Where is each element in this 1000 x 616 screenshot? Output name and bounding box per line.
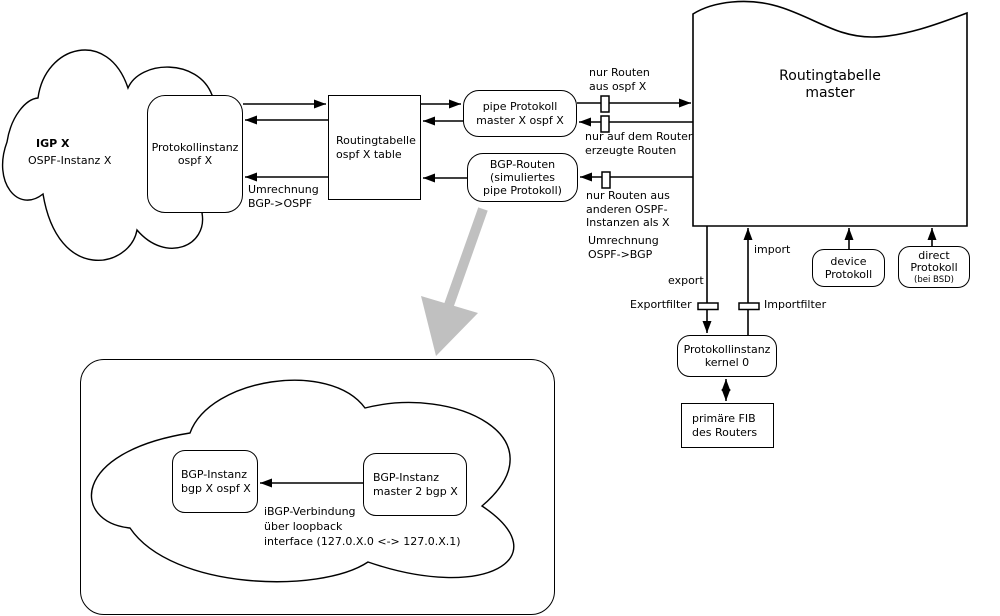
as-boundary-box [80,359,555,615]
filter-import [739,303,759,310]
box-line: Protokoll [824,268,873,281]
gray-highlight-arrow-shaft [449,209,483,305]
box-line: Protokollinstanz [151,140,239,154]
filter-export [698,303,718,310]
label-line: nur Routen [589,66,650,79]
label-line: anderen OSPF- [586,202,668,216]
box-bgp-routen [467,153,578,202]
box-line: des Routers [692,425,758,439]
label-line: aus ospf X [589,79,647,93]
label-ibgp-verbindung [264,504,461,549]
title-line: Routingtabelle [779,68,881,84]
label-umrechnung-bgp-ospf [248,183,319,210]
box-line: device [830,254,867,268]
box-line-small: (bei BSD) [914,274,954,285]
filter-other-ospf [602,172,610,188]
label-nur-auf-dem-router [585,130,692,157]
box-line: Routingtabelle [336,134,416,147]
master-table-shape [693,1,967,226]
box-primaere-fib [681,403,774,448]
box-line: ospf X [177,154,213,167]
box-routingtabelle-ospf [328,95,421,200]
label-nur-routen-aus-ospf [589,66,650,93]
box-device-protokoll [812,249,885,287]
box-line: master 2 bgp X [373,484,458,498]
box-line: (simuliertes [490,171,555,184]
box-line: pipe Protokoll) [483,184,562,197]
box-line: kernel 0 [704,356,750,369]
box-line: pipe Protokoll [482,100,558,113]
box-bgp-instanz-ospf [172,450,258,513]
box-protokollinstanz-kernel [677,335,777,377]
gray-highlight-arrow-head [421,296,478,356]
label-nur-routen-andere [586,189,670,230]
label-line: Umrechnung [588,234,659,247]
box-line: BGP-Instanz [373,471,439,484]
box-line: Protokollinstanz [683,342,771,356]
label-line: BGP->OSPF [248,196,313,210]
master-table-title [693,68,967,102]
box-direct-protokoll [898,246,970,288]
label-importfilter: Importfilter [764,298,827,311]
label-export: export [668,274,704,287]
label-line: erzeugte Routen [585,143,677,157]
box-line: bgp X ospf X [181,481,251,495]
label-line: OSPF->BGP [588,247,653,261]
box-line: direct [918,248,950,262]
igp-cloud-title: IGP X [36,137,70,150]
title-line: master [805,85,855,101]
box-line: master X ospf X [476,113,564,127]
box-line: primäre FIB [692,412,756,425]
label-umrechnung-ospf-bgp [588,234,659,261]
label-import: import [754,243,791,256]
label-exportfilter: Exportfilter [630,298,692,311]
box-line: ospf X table [336,147,402,161]
igp-cloud-subtitle: OSPF-Instanz X [28,154,112,167]
box-line: Protokoll [910,261,958,274]
box-pipe-protokoll [463,90,577,137]
label-line: nur Routen aus [586,189,670,202]
label-line: iBGP-Verbindung [264,505,356,518]
label-line: über loopback [264,520,343,533]
label-line: nur auf dem Router [585,130,693,143]
label-line: interface (127.0.X.0 <-> 127.0.X.1) [264,535,461,548]
box-protokollinstanz-ospf [147,95,243,213]
label-line: Instanzen als X [586,216,670,229]
filter-routes-ospf [601,96,609,112]
label-line: Umrechnung [248,183,319,196]
box-line: BGP-Routen [489,158,556,171]
box-line: BGP-Instanz [181,468,247,481]
